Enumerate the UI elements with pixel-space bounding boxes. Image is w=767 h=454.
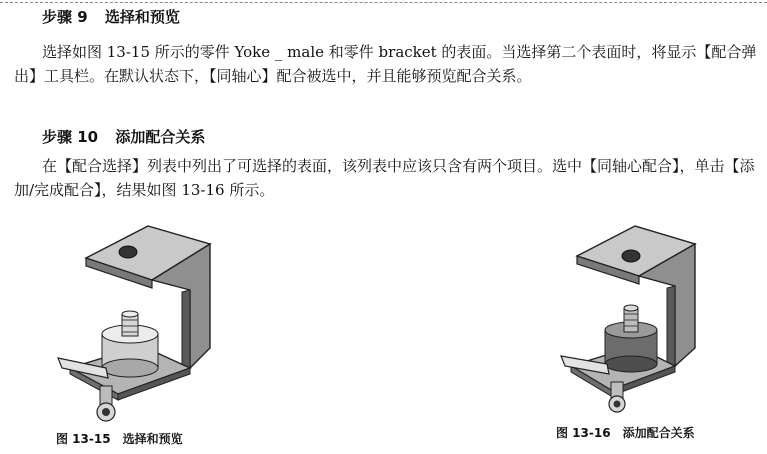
step-10-text: 在【配合选择】列表中列出了可选择的表面，该列表中应该只含有两个项目。选中【同轴心配合】，单击【添加/完成配合】，结果如图 13-16 所示。 — [14, 157, 755, 199]
bracket-hole — [119, 246, 137, 258]
bracket-side-edge — [667, 286, 675, 370]
yoke-cylinder-base — [605, 356, 657, 372]
step-10-heading — [42, 126, 205, 147]
yoke-cylinder-base — [102, 359, 158, 377]
step-9-paragraph — [14, 40, 760, 88]
figure-13-16-number: 图 13-16 — [556, 426, 611, 440]
figure-13-16-caption — [556, 424, 695, 441]
step-10-paragraph — [14, 154, 760, 202]
figure-13-15-number: 图 13-15 — [56, 432, 111, 446]
step-9-text: 选择如图 13-15 所示的零件 Yoke _ male 和零件 bracket 的表面。当选择第二个表面时，将显示【配合弹出】工具栏。在默认状态下，【同轴心】配合被选中，并且能够预览配合关系。 — [14, 43, 757, 85]
page-top-rule — [0, 2, 767, 3]
figure-13-15-caption — [56, 430, 183, 447]
step-9-title: 选择和预览 — [104, 8, 180, 26]
figure-13-15-illustration — [50, 218, 220, 428]
step-10-title: 添加配合关系 — [115, 128, 206, 146]
figure-13-16-title: 添加配合关系 — [622, 426, 695, 440]
bracket-hole — [622, 250, 640, 262]
step-10-label: 步骤 10 — [42, 128, 99, 146]
step-9-heading — [42, 6, 180, 27]
figure-13-15-title: 选择和预览 — [122, 432, 183, 446]
figure-13-16-illustration — [535, 218, 705, 418]
bracket-side-edge — [182, 290, 190, 372]
step-9-label: 步骤 9 — [42, 8, 88, 26]
